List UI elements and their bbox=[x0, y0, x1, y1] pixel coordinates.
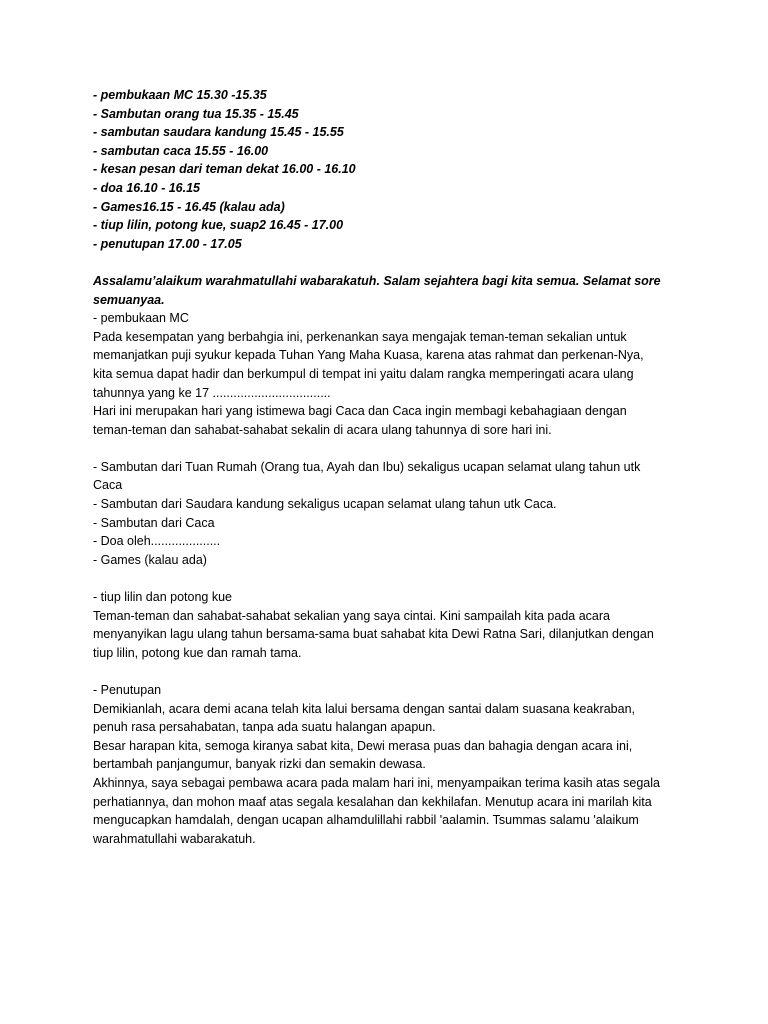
schedule-item: - pembukaan MC 15.30 -15.35 bbox=[93, 88, 267, 102]
cake-section bbox=[93, 588, 693, 662]
opening-line: Hari ini merupakan hari yang istimewa bagi Caca dan Caca ingin membagi kebahagiaan dengan bbox=[93, 404, 627, 419]
opening-line: kita semua dapat hadir dan berkumpul di tempat ini yaitu dalam rangka memperingati acara ulang bbox=[93, 366, 634, 381]
agenda-list bbox=[93, 458, 693, 570]
schedule-list bbox=[93, 86, 693, 253]
schedule-item: - penutupan 17.00 - 17.05 bbox=[93, 236, 242, 251]
agenda-item: - Doa oleh.................... bbox=[93, 534, 221, 549]
opening-line: memanjatkan puji syukur kepada Tuhan Yang Maha Kuasa, karena atas rahmat dan perkenan-Nya, bbox=[93, 348, 644, 363]
closing-line: bertambah panjangumur, banyak rizki dan semakin dewasa. bbox=[93, 757, 426, 772]
agenda-item: - Sambutan dari Tuan Rumah (Orang tua, Ayah dan Ibu) sekaligus ucapan selamat ulang tahun utk bbox=[93, 459, 641, 474]
agenda-item: Caca bbox=[93, 478, 123, 493]
closing-line: Akhinnya, saya sebagai pembawa acara pada malam hari ini, menyampaikan terima kasih atas segala bbox=[93, 775, 660, 790]
opening-line: Pada kesempatan yang berbahgia ini, perkenankan saya mengajak teman-teman sekalian untuk bbox=[93, 329, 627, 344]
spacer bbox=[93, 439, 693, 458]
schedule-item: - Sambutan orang tua 15.35 - 15.45 bbox=[93, 106, 299, 121]
schedule-item: - kesan pesan dari teman dekat 16.00 - 16.10 bbox=[93, 162, 356, 177]
closing-section bbox=[93, 681, 693, 848]
spacer bbox=[93, 253, 693, 272]
closing-line: penuh rasa persahabatan, tanpa ada suatu halangan apapun. bbox=[93, 720, 436, 735]
spacer bbox=[93, 662, 693, 681]
document-page bbox=[93, 86, 693, 848]
schedule-item: - sambutan caca 15.55 - 16.00 bbox=[93, 143, 269, 158]
greeting-line: Assalamu’alaikum warahmatullahi wabarakatuh. Salam sejahtera bagi kita semua. Selamat sore bbox=[93, 273, 661, 288]
opening-line: teman-teman dan sahabat-sahabat sekalin di acara ulang tahunnya di sore hari ini. bbox=[93, 422, 552, 437]
closing-line: Besar harapan kita, semoga kiranya sabat kita, Dewi merasa puas dan bahagia dengan acara ini, bbox=[93, 738, 633, 753]
schedule-item: - doa 16.10 - 16.15 bbox=[93, 180, 201, 195]
agenda-item: - Games (kalau ada) bbox=[93, 552, 207, 567]
cake-line: tiup lilin, potong kue dan ramah tama. bbox=[93, 645, 302, 660]
spacer bbox=[93, 569, 693, 588]
schedule-item: - Games16.15 - 16.45 (kalau ada) bbox=[93, 199, 285, 214]
cake-heading: - tiup lilin dan potong kue bbox=[93, 590, 232, 605]
closing-line: Demikianlah, acara demi acana telah kita lalui bersama dengan santai dalam suasana keakraban, bbox=[93, 701, 635, 716]
agenda-item: - Sambutan dari Saudara kandung sekaligus ucapan selamat ulang tahun utk Caca. bbox=[93, 497, 557, 512]
opening-section bbox=[93, 309, 693, 439]
greeting-line: semuanyaa. bbox=[93, 292, 165, 307]
schedule-item: - tiup lilin, potong kue, suap2 16.45 - 17.00 bbox=[93, 218, 344, 233]
closing-line: perhatiannya, dan mohon maaf atas segala kesalahan dan kekhilafan. Menutup acara ini marilah kita bbox=[93, 794, 652, 809]
closing-heading: - Penutupan bbox=[93, 683, 162, 697]
opening-heading: - pembukaan MC bbox=[93, 311, 189, 326]
schedule-item: - sambutan saudara kandung 15.45 - 15.55 bbox=[93, 125, 344, 140]
opening-line: tahunnya yang ke 17 .................................. bbox=[93, 385, 331, 400]
cake-line: menyanyikan lagu ulang tahun bersama-sama buat sahabat kita Dewi Ratna Sari, dilanjutkan dengan bbox=[93, 627, 654, 642]
cake-line: Teman-teman dan sahabat-sahabat sekalian yang saya cintai. Kini sampailah kita pada acara bbox=[93, 608, 610, 623]
closing-line: mengucapkan hamdalah, dengan ucapan alhamdulillahi rabbil 'aalamin. Tsummas salamu 'alaikum bbox=[93, 813, 639, 828]
closing-line: warahmatullahi wabarakatuh. bbox=[93, 831, 256, 846]
agenda-item: - Sambutan dari Caca bbox=[93, 515, 215, 530]
greeting bbox=[93, 272, 693, 309]
